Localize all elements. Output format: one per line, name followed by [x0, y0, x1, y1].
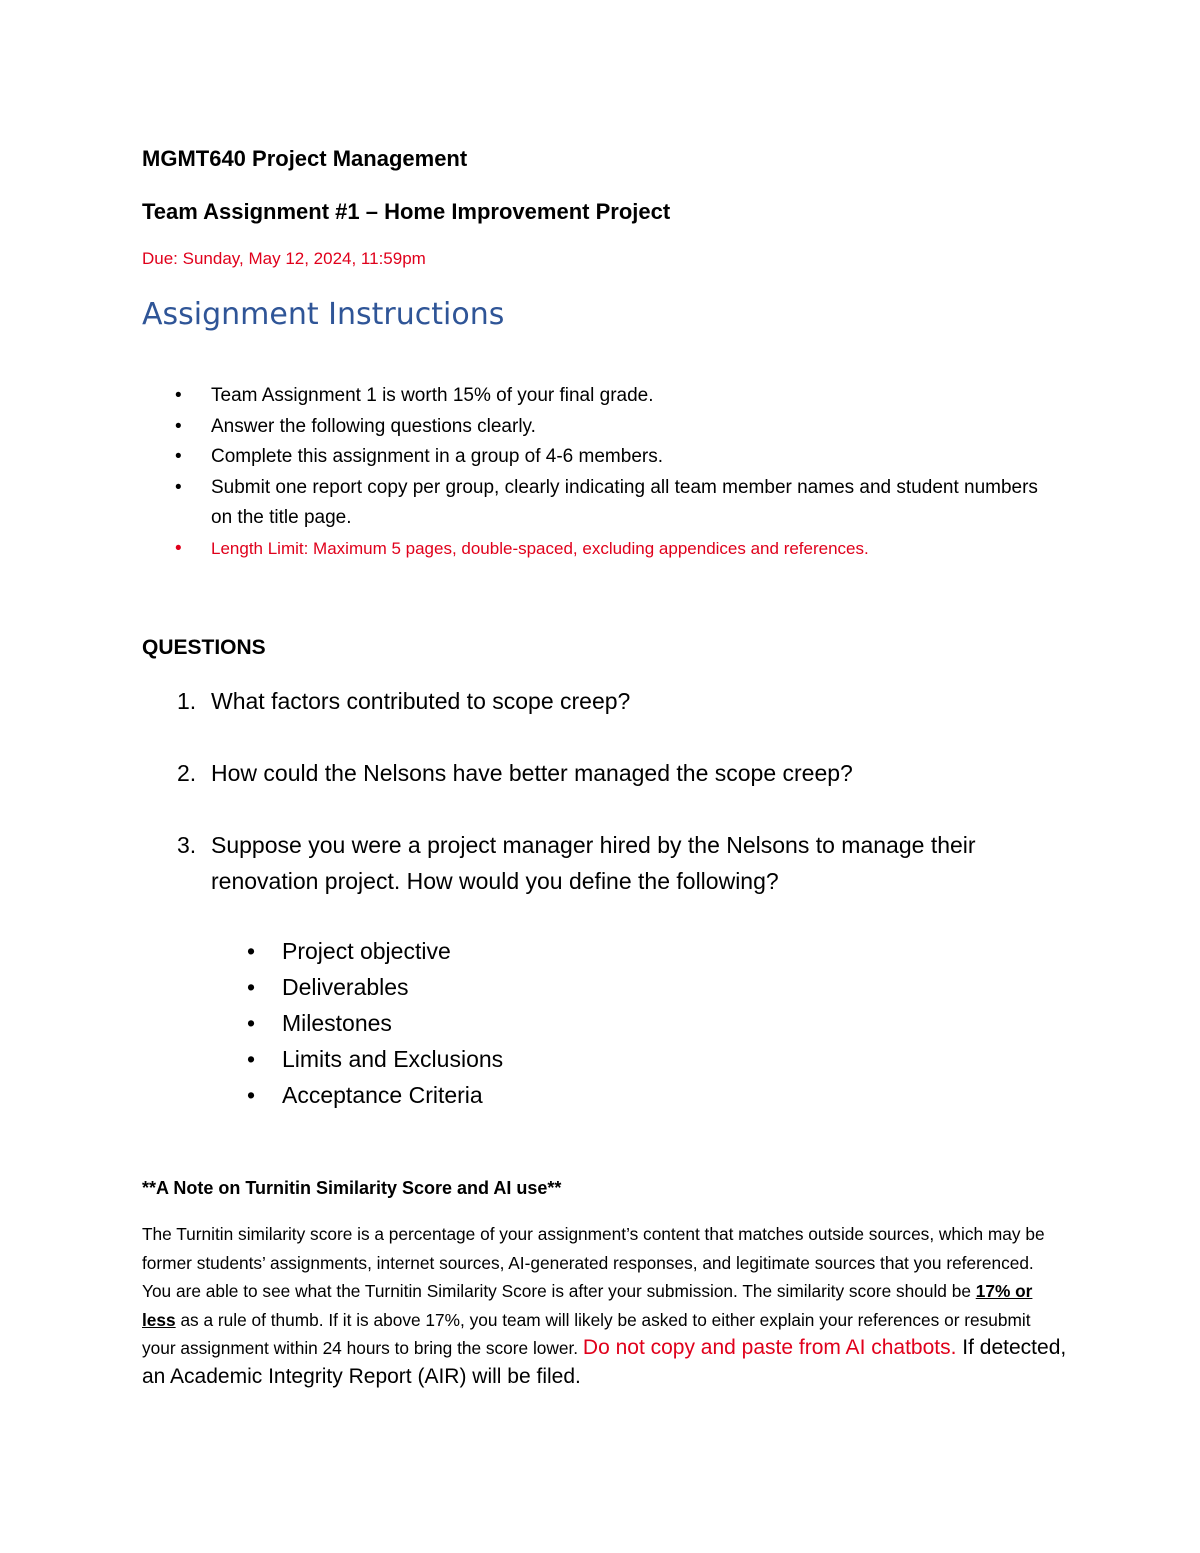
- instructions-heading: Assignment Instructions: [142, 297, 505, 332]
- bullet-icon: •: [247, 1046, 256, 1072]
- question-number: 3.: [177, 832, 197, 858]
- definition-item: [211, 933, 1072, 969]
- definition-item: [211, 1041, 1072, 1077]
- bullet-icon: •: [175, 476, 182, 498]
- instruction-text: Submit one report copy per group, clearly indicating all team member names and student numbers on the title page.: [211, 476, 1038, 528]
- length-limit-item: [142, 534, 1042, 565]
- bullet-icon: •: [247, 938, 256, 964]
- question-item: [142, 827, 1072, 1113]
- definition-text: Limits and Exclusions: [282, 1046, 504, 1072]
- question-text: What factors contributed to scope creep?: [211, 688, 631, 714]
- instruction-text: Team Assignment 1 is worth 15% of your final grade.: [211, 385, 654, 406]
- bullet-icon: •: [175, 446, 182, 467]
- question-item: [142, 683, 1072, 719]
- definition-text: Project objective: [282, 938, 451, 964]
- instructions-list: [142, 381, 1042, 564]
- definition-list: [211, 933, 1072, 1113]
- bullet-icon: •: [175, 385, 182, 406]
- note-text-part1: The Turnitin similarity score is a percentage of your assignment’s content that matches outside sources, which may be former students’ assignments, internet sources, AI-generated responses, and legitimate sources that you referenced. You are able to see what the Turnitin Similarity Score is after your submission. The similarity score should be: [142, 1224, 1045, 1301]
- bullet-icon: •: [247, 974, 256, 1000]
- course-title: MGMT640 Project Management: [142, 146, 468, 171]
- turnitin-note-body: [142, 1220, 1067, 1391]
- definition-item: [211, 1005, 1072, 1041]
- similarity-threshold: 17% or less: [142, 1281, 1033, 1330]
- definition-item: [211, 1077, 1072, 1113]
- instruction-item: [142, 381, 1042, 412]
- instruction-item: [142, 473, 1042, 534]
- questions-list: [142, 683, 1072, 1149]
- due-date: Due: Sunday, May 12, 2024, 11:59pm: [142, 249, 426, 268]
- instruction-text: Answer the following questions clearly.: [211, 415, 536, 437]
- note-text-part3: If detected, an Academic Integrity Report (AIR) will be filed.: [142, 1336, 1067, 1388]
- assignment-title: Team Assignment #1 – Home Improvement Project: [142, 199, 671, 224]
- question-item: [142, 755, 1072, 791]
- definition-text: Deliverables: [282, 974, 409, 1000]
- question-text: Suppose you were a project manager hired by the Nelsons to manage their renovation project. How would you define the following?: [211, 832, 976, 894]
- definition-text: Milestones: [282, 1010, 392, 1036]
- instruction-item: [142, 412, 1042, 443]
- note-text-part2: as a rule of thumb. If it is above 17%, you team will likely be asked to either explain your references or resubmit your assignment within 24 hours to bring the score lower.: [142, 1309, 1031, 1358]
- length-limit-text: Length Limit: Maximum 5 pages, double-spaced, excluding appendices and references.: [211, 538, 869, 558]
- document-page: [142, 0, 1072, 1553]
- ai-warning: Do not copy and paste from AI chatbots.: [582, 1336, 957, 1359]
- questions-heading: QUESTIONS: [142, 636, 266, 659]
- question-number: 2.: [177, 760, 197, 786]
- instruction-text: Complete this assignment in a group of 4-6 members.: [211, 446, 663, 467]
- bullet-icon: •: [175, 415, 182, 437]
- question-number: 1.: [177, 688, 197, 714]
- definition-text: Acceptance Criteria: [282, 1082, 483, 1108]
- definition-item: [211, 969, 1072, 1005]
- bullet-icon: •: [247, 1010, 256, 1036]
- turnitin-note-heading: **A Note on Turnitin Similarity Score and AI use**: [142, 1178, 562, 1198]
- question-text: How could the Nelsons have better managed the scope creep?: [211, 760, 853, 786]
- instruction-item: [142, 442, 1042, 473]
- bullet-icon: •: [175, 537, 182, 559]
- bullet-icon: •: [247, 1082, 256, 1108]
